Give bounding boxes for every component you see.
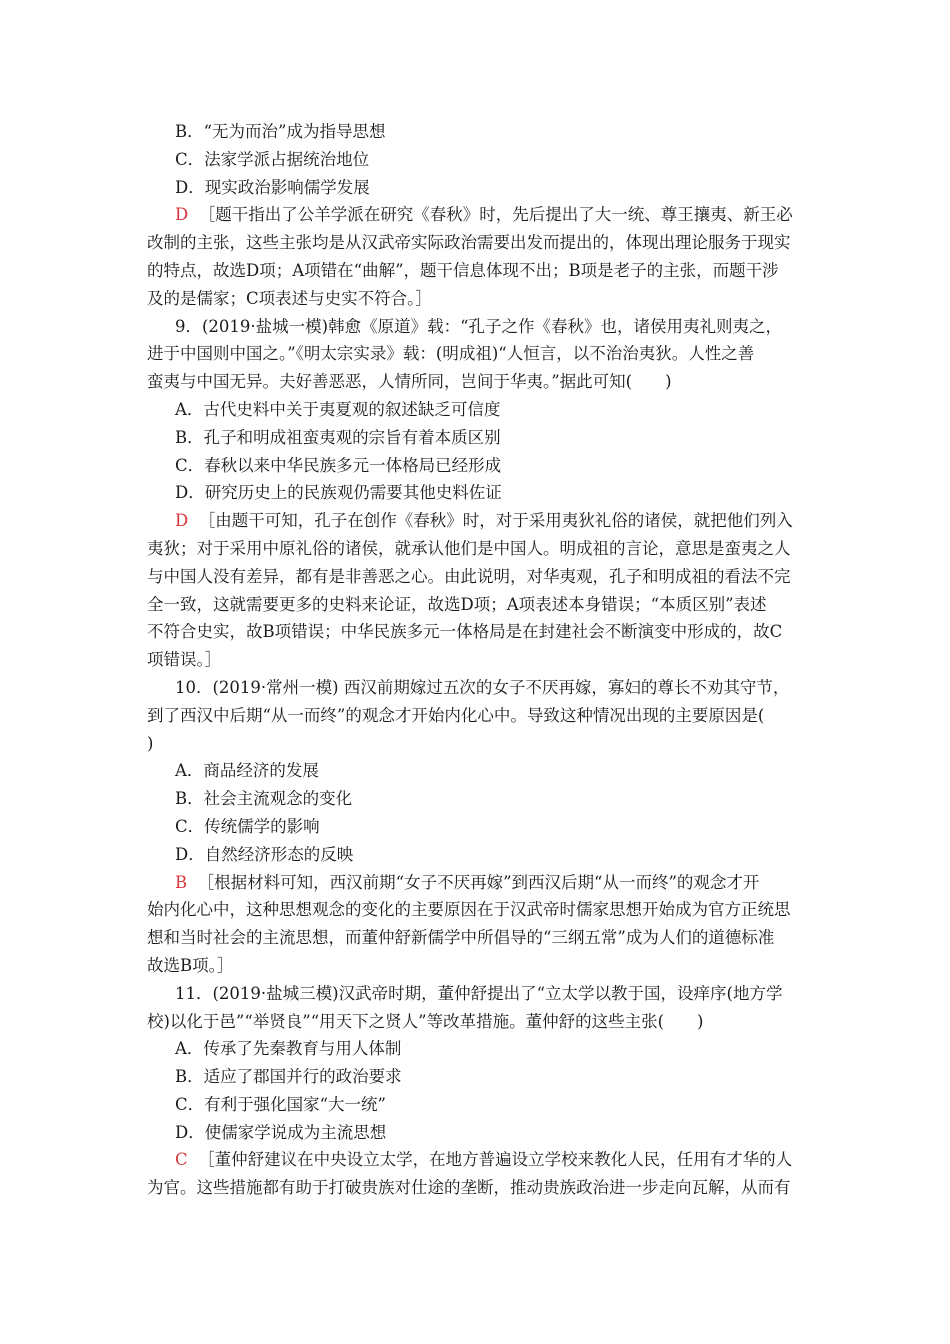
- answer-explanation: [147, 507, 812, 674]
- option-b: B．孔子和明成祖蛮夷观的宗旨有着本质区别: [175, 427, 501, 447]
- question-11: [147, 980, 812, 1202]
- question-stem: 9．(2019·盐城一模)韩愈《原道》载：“孔子之作《春秋》也，诸侯用夷礼则夷之，: [175, 316, 783, 336]
- explanation-line: ［题干指出了公羊学派在研究《春秋》时，先后提出了大一统、尊王攘夷、新王必: [198, 205, 793, 225]
- explanation-line: 夷狄；对于采用中原礼俗的诸侯，就承认他们是中国人。明成祖的言论，意思是蛮夷之人: [147, 538, 791, 558]
- option-b: B．社会主流观念的变化: [175, 789, 353, 809]
- option-d: D．自然经济形态的反映: [175, 844, 354, 864]
- question-stem: 10．(2019·常州一模) 西汉前期嫁过五次的女子不厌再嫁，寡妇的尊长不劝其守节，: [175, 677, 790, 697]
- option-d: D．现实政治影响儒学发展: [175, 177, 370, 197]
- explanation-line: 始内化心中，这种思想观念的变化的主要原因在于汉武帝时儒家思想开始成为官方正统思: [147, 900, 791, 920]
- answer-letter: D: [175, 205, 189, 225]
- question-10: [147, 674, 812, 980]
- explanation-line: 想和当时社会的主流思想，而董仲舒新儒学中所倡导的“三纲五常”成为人们的道德标准: [147, 928, 775, 948]
- option-d: D．研究历史上的民族观仍需要其他史料佐证: [175, 483, 502, 503]
- explanation-line: 不符合史实，故B项错误；中华民族多元一体格局是在封建社会不断演变中形成的，故C: [147, 622, 783, 642]
- option-c: C．春秋以来中华民族多元一体格局已经形成: [175, 455, 502, 475]
- answer-explanation: [147, 1146, 812, 1202]
- option-c: C．法家学派占据统治地位: [175, 149, 370, 169]
- option-b: B．“无为而治”成为指导思想: [175, 122, 386, 141]
- explanation-line: ［董仲舒建议在中央设立太学，在地方普遍设立学校来教化人民，任用有才华的人: [198, 1150, 793, 1170]
- explanation-line: 项错误。］: [147, 650, 222, 670]
- answer-letter: C: [175, 1150, 188, 1170]
- option-d: D．使儒家学说成为主流思想: [175, 1122, 387, 1142]
- answer-explanation: [147, 201, 812, 312]
- question-stem: 校)以化于邑”“举贤良”“用天下之贤人”等改革措施。董仲舒的这些主张( ): [147, 1011, 704, 1031]
- explanation-line: 全一致，这就需要更多的史料来论证，故选D项；A项表述本身错误；“本质区别”表述: [147, 594, 767, 614]
- explanation-line: 故选B项。］: [147, 955, 234, 975]
- explanation-line: 的特点，故选D项；A项错在“曲解”，题干信息体现不出；B项是老子的主张，而题干涉: [147, 260, 779, 280]
- answer-letter: B: [175, 872, 188, 892]
- question-8: [147, 118, 812, 313]
- question-stem: 蛮夷与中国无异。夫好善恶恶，人情所同，岂间于华夷。”据此可知( ): [147, 372, 672, 392]
- explanation-line: ［根据材料可知，西汉前期“女子不厌再嫁”到西汉后期“从一而终”的观念才开: [197, 872, 760, 892]
- question-stem: 11．(2019·盐城三模)汉武帝时期，董仲舒提出了“立太学以教于国，设痒序(地方学: [175, 983, 783, 1003]
- document-page: [147, 118, 812, 1202]
- question-stem: ): [147, 733, 154, 753]
- answer-explanation: [147, 869, 812, 980]
- answer-letter: D: [175, 511, 189, 531]
- explanation-line: 及的是儒家；C项表述与史实不符合。］: [147, 288, 432, 308]
- option-c: C．传统儒学的影响: [175, 816, 320, 836]
- explanation-line: 为官。这些措施都有助于打破贵族对仕途的垄断，推动贵族政治进一步走向瓦解，从而有: [147, 1178, 791, 1198]
- option-a: A．传承了先秦教育与用人体制: [175, 1039, 402, 1059]
- option-a: A．商品经济的发展: [175, 761, 319, 781]
- question-stem: 进于中国则中国之。”《明太宗实录》载：(明成祖)“人恒言，以不治治夷狄。人性之善: [147, 344, 755, 364]
- question-9: [147, 313, 812, 674]
- explanation-line: 改制的主张，这些主张均是从汉武帝实际政治需要出发而提出的，体现出理论服务于现实: [147, 233, 791, 253]
- explanation-line: ［由题干可知，孔子在创作《春秋》时，对于采用夷狄礼俗的诸侯，就把他们列入: [198, 511, 793, 531]
- option-a: A．古代史料中关于夷夏观的叙述缺乏可信度: [175, 399, 501, 419]
- option-c: C．有利于强化国家“大一统”: [175, 1094, 386, 1114]
- question-stem: 到了西汉中后期“从一而终”的观念才开始内化心中。导致这种情况出现的主要原因是(: [147, 705, 765, 725]
- explanation-line: 与中国人没有差异，都有是非善恶之心。由此说明，对华夷观，孔子和明成祖的看法不完: [147, 566, 791, 586]
- option-b: B．适应了郡国并行的政治要求: [175, 1067, 402, 1087]
